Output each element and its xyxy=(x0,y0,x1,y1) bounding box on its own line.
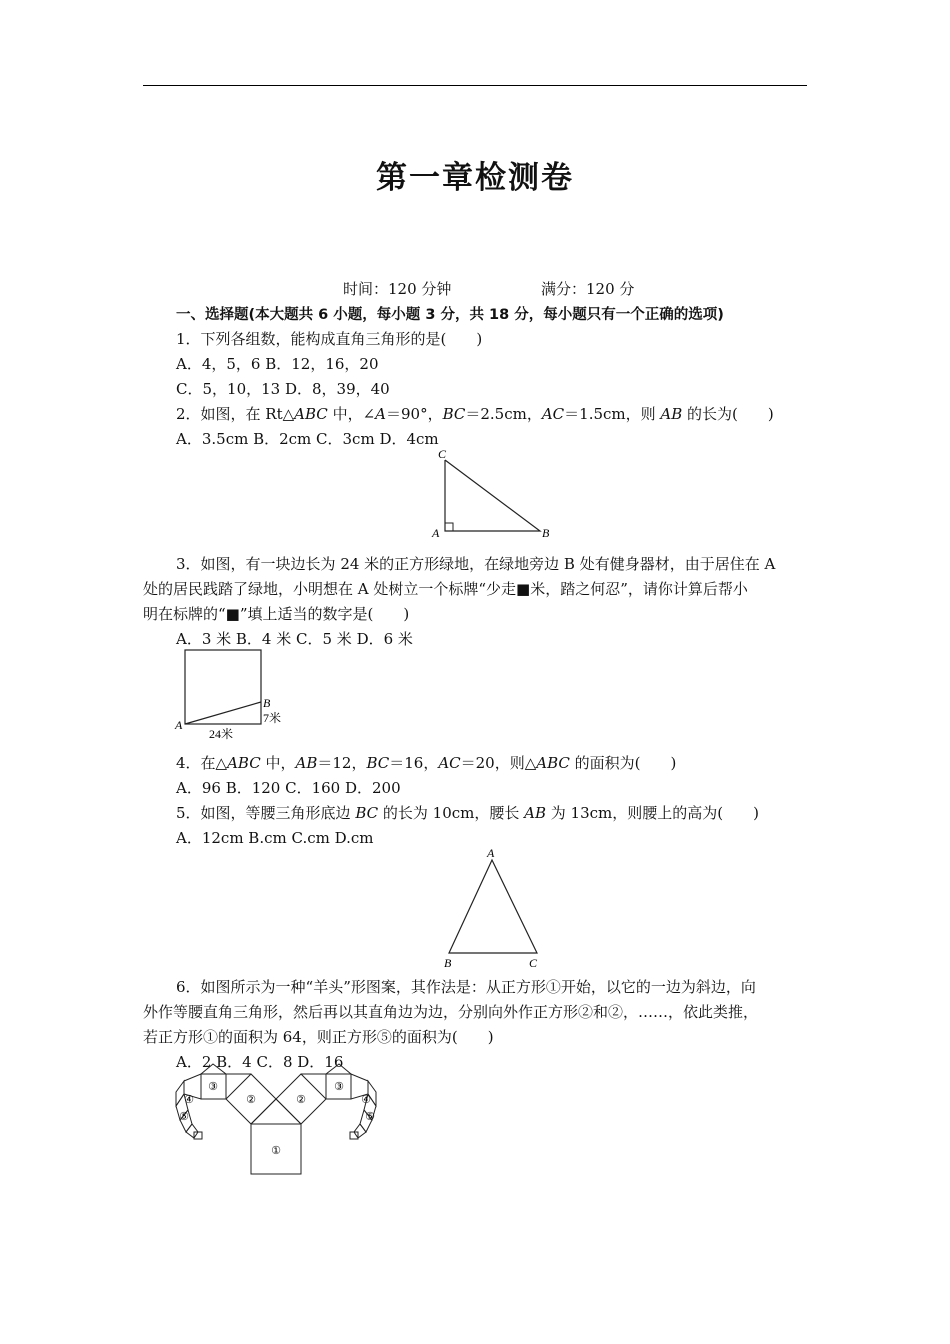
q5-label-a: A xyxy=(487,846,495,860)
q3-label-side: 24米 xyxy=(209,727,234,741)
q3-figure xyxy=(174,647,294,742)
q6-label-4-left: ④ xyxy=(184,1094,194,1106)
q6-label-2-left: ② xyxy=(246,1094,256,1106)
full-score: 满分：120 分 xyxy=(541,280,635,298)
q6-options: A．2 B．4 C．8 D．16 xyxy=(176,1053,344,1071)
q6-figure xyxy=(172,1070,382,1180)
q3-label-height: 7米 xyxy=(263,711,282,725)
q3-label-b: B xyxy=(263,696,271,710)
q2-label-c: C xyxy=(438,447,447,461)
q5-stem: 5．如图，等腰三角形底边 BC 的长为 10cm，腰长 AB 为 13cm，则腰上的高为( ) xyxy=(176,804,759,822)
section-heading: 一、选择题(本大题共 6 小题，每小题 3 分，共 18 分，每小题只有一个正确的选项) xyxy=(176,307,724,323)
q2-label-a: A xyxy=(432,526,440,540)
q5-figure xyxy=(440,845,550,970)
q6-label-1: ① xyxy=(271,1145,281,1157)
q3-label-a: A xyxy=(175,718,183,732)
q6-label-4-right: ④ xyxy=(361,1094,371,1106)
q5-label-c: C xyxy=(529,956,538,970)
q2-options: A．3.5cm B．2cm C．3cm D．4cm xyxy=(176,430,439,448)
page-title: 第一章检测卷 xyxy=(376,160,574,196)
q3-options: A．3 米 B．4 米 C．5 米 D．6 米 xyxy=(176,630,413,648)
q6-label-3-right: ③ xyxy=(334,1081,344,1093)
q1-options-cd: C．5，10，13 D．8，39，40 xyxy=(176,380,390,398)
q2-stem: 2．如图，在 Rt△ABC 中，∠A＝90°，BC＝2.5cm，AC＝1.5cm，则 AB 的长为( ) xyxy=(176,405,774,423)
q6-label-2-right: ② xyxy=(296,1094,306,1106)
q2-figure xyxy=(430,447,555,542)
header-rule xyxy=(143,85,807,86)
q6-label-3-left: ③ xyxy=(208,1081,218,1093)
q6-label-5-left: ⑤ xyxy=(179,1111,189,1123)
q1-stem: 1．下列各组数，能构成直角三角形的是( ) xyxy=(176,330,483,348)
q2-label-b: B xyxy=(542,526,550,540)
q4-options: A．96 B．120 C．160 D．200 xyxy=(176,779,401,797)
q1-options-ab: A．4，5，6 B．12，16，20 xyxy=(176,355,379,373)
q6-stem: 6．如图所示为一种“羊头”形图案，其作法是：从正方形①开始，以它的一边为斜边，向 外作等腰直角三角形，然后再以其直角边为边，分别向外作正方形②和②，……，依此类推， 若正方形①的面积为 64，则正方形⑤的面积为( ) xyxy=(143,978,759,1046)
q6-label-5-right: ⑤ xyxy=(365,1111,375,1123)
q4-stem: 4．在△ABC 中，AB＝12，BC＝16，AC＝20，则△ABC 的面积为( ) xyxy=(176,754,677,772)
q5-options: A．12cm B.cm C.cm D.cm xyxy=(176,829,374,847)
q5-label-b: B xyxy=(444,956,452,970)
time-limit: 时间：120 分钟 xyxy=(343,280,452,298)
q3-stem: 3．如图，有一块边长为 24 米的正方形绿地，在绿地旁边 B 处有健身器材，由于居住在 A 处的居民践踏了绿地，小明想在 A 处树立一个标牌“少走■米，踏之何忍”，请你计算后帮小 明在标牌的“■”填上适当的数字是( ) xyxy=(143,555,776,623)
